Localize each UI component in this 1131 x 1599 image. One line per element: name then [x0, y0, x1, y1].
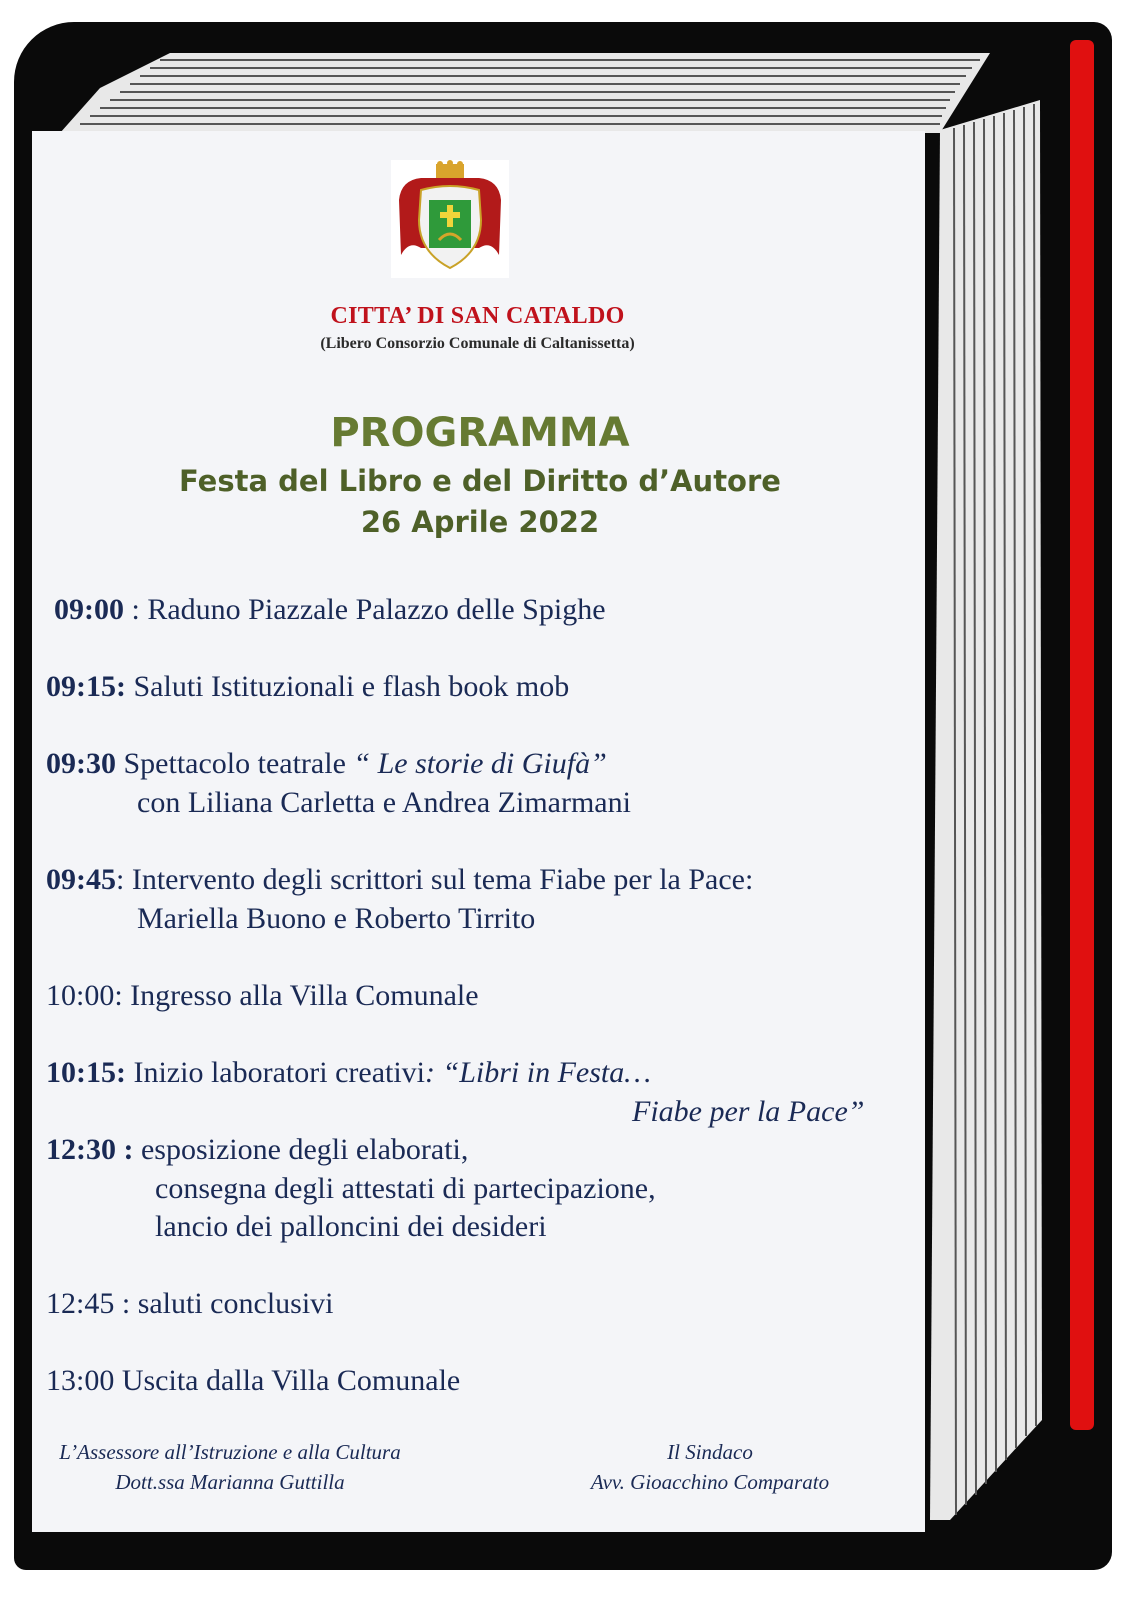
schedule-item [46, 1364, 460, 1398]
schedule-item: 12:45 : saluti conclusivi [46, 1287, 334, 1320]
event-date: 26 Aprile 2022 [360, 505, 600, 539]
assessor-name: Dott.ssa Marianna Guttilla [115, 1470, 345, 1494]
mayor-name: Avv. Gioacchino Comparato [590, 1470, 830, 1494]
workshop-title: “Libri in Festa… [435, 1056, 651, 1089]
program-title: PROGRAMMA [330, 410, 630, 456]
schedule-item-continuation: Mariella Buono e Roberto Tirrito [137, 902, 536, 935]
schedule-time: 09:45 [46, 863, 116, 896]
schedule-text: Inizio laboratori creativi [133, 1056, 426, 1089]
book-top-pages [60, 48, 1000, 138]
city-crest-logo [391, 160, 509, 278]
schedule-text: Spettacolo teatrale [123, 747, 354, 780]
schedule-time: 13:00 [46, 1364, 115, 1397]
schedule-item [46, 747, 607, 781]
schedule-item-continuation: consegna degli attestati di partecipazione, [155, 1172, 656, 1205]
schedule-text: Intervento degli scrittori sul tema Fiabe per la Pace: [131, 863, 754, 896]
schedule-item-continuation: Fiabe per la Pace” [632, 1095, 865, 1128]
schedule-item-continuation: con Liliana Carletta e Andrea Zimarmani [137, 786, 631, 819]
city-name: CITTA’ DI SAN CATALDO [330, 303, 625, 329]
schedule-time: 09:00 [54, 593, 124, 626]
schedule-text: Uscita dalla Villa Comunale [121, 1364, 461, 1397]
schedule-item [46, 979, 479, 1013]
schedule-time: 10:00: [46, 979, 123, 1012]
schedule-text: esposizione degli elaborati, [140, 1133, 469, 1166]
schedule-time: 10:15: [46, 1056, 126, 1089]
book-red-edge [1070, 40, 1094, 1430]
mayor-role: Il Sindaco [667, 1440, 753, 1464]
schedule-item [46, 1133, 468, 1167]
schedule-time: 09:15: [46, 670, 126, 703]
schedule-text: Ingresso alla Villa Comunale [130, 979, 479, 1012]
schedule-text: Saluti Istituzionali e flash book mob [133, 670, 570, 703]
schedule-time: 12:45 [46, 1287, 115, 1320]
assessor-role: L’Assessore all’Istruzione e alla Cultura [59, 1440, 401, 1464]
schedule-text: saluti conclusivi [137, 1287, 334, 1320]
schedule-text: Raduno Piazzale Palazzo delle Spighe [147, 593, 606, 626]
schedule-item-continuation: lancio dei palloncini dei desideri [155, 1210, 547, 1243]
event-title: Festa del Libro e del Diritto d’Autore [179, 464, 781, 498]
schedule-item: 09:45: Intervento degli scrittori sul tema Fiabe per la Pace: [46, 863, 754, 896]
schedule-time: 09:30 [46, 747, 116, 780]
show-title: “ Le storie di Giufà” [353, 747, 607, 780]
schedule-time: 12:30 : [46, 1133, 134, 1166]
city-subtitle: (Libero Consorzio Comunale di Caltanissetta) [320, 335, 635, 352]
schedule-item: 10:15: Inizio laboratori creativi: “Libri in Festa… [46, 1056, 651, 1089]
schedule-item: 09:00 : Raduno Piazzale Palazzo delle Spighe [54, 593, 606, 626]
schedule-item [46, 670, 569, 704]
